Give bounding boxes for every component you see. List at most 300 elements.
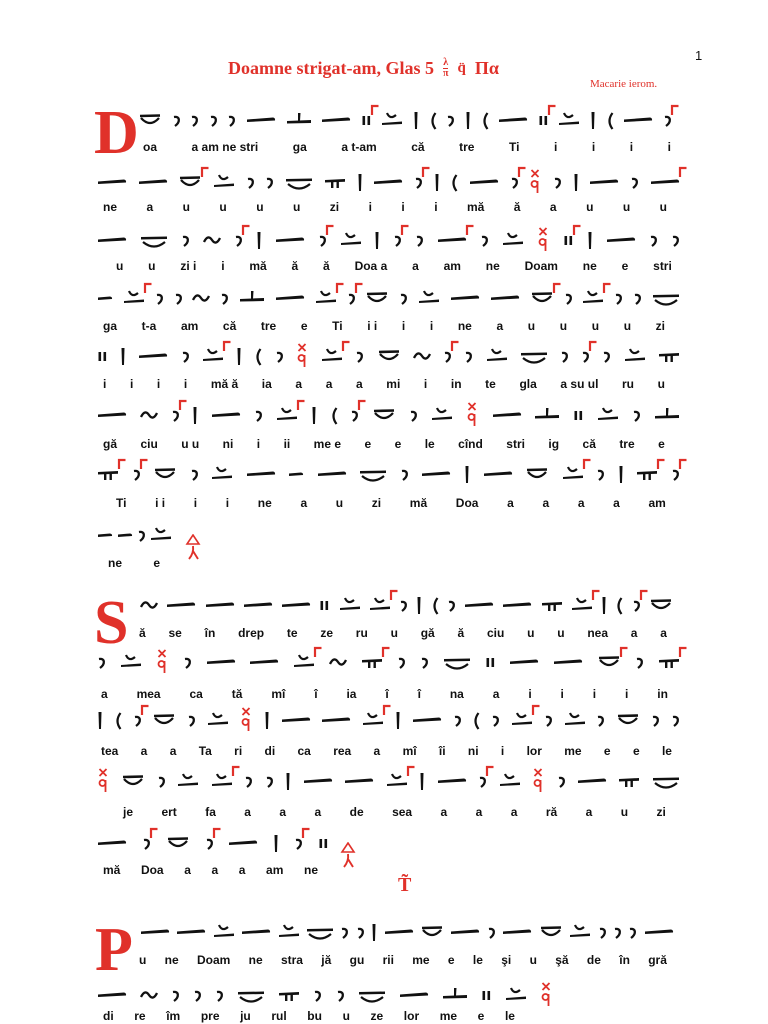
- omalon-neume-icon: [203, 225, 221, 255]
- gorgon-neume-icon: [313, 646, 322, 657]
- ypsili-neume-icon: [278, 917, 300, 947]
- vareia-neume-icon: [419, 766, 425, 796]
- vareia-neume-icon: [357, 167, 363, 197]
- syllable: ne: [164, 953, 179, 967]
- syllable: a: [630, 626, 638, 640]
- oligon-neume-icon: [249, 647, 279, 677]
- ypsili-neume-icon: [569, 917, 591, 947]
- apostrophos-neume-icon: [663, 105, 672, 135]
- syllable: fa: [205, 805, 216, 819]
- neume-row: [97, 167, 680, 197]
- syllable: Doa: [140, 863, 164, 877]
- author: Macarie ierom.: [590, 78, 658, 90]
- neume-row: [138, 105, 672, 135]
- syllable-row: [116, 496, 666, 510]
- gorgon-neume-icon: [465, 224, 474, 235]
- petasti-neume-icon: [649, 590, 673, 620]
- yporroi-neume-icon: [654, 400, 680, 430]
- kentimata-neume-icon: [318, 828, 329, 858]
- syllable: u: [659, 200, 667, 214]
- syllable: ia: [261, 377, 272, 391]
- apostrophos-neume-icon: [671, 459, 680, 489]
- syllable: di: [103, 1009, 114, 1023]
- syllable-row: [101, 744, 672, 758]
- syllable: ne: [485, 259, 500, 273]
- psifiston-neume-icon: [330, 400, 338, 430]
- syllable: ga: [103, 319, 118, 333]
- yporroi-neume-icon: [442, 980, 468, 1010]
- ypsili-neume-icon: [431, 400, 453, 430]
- gorgon-neume-icon: [450, 340, 459, 351]
- syllable: a: [211, 863, 219, 877]
- vareia-neume-icon: [264, 705, 270, 735]
- ypsili-neume-icon: [381, 105, 403, 135]
- petasti-neume-icon: [377, 341, 401, 371]
- apostrophos-neume-icon: [630, 167, 639, 197]
- martyria-neume-icon: [540, 980, 553, 1010]
- gorgon-neume-icon: [619, 646, 628, 657]
- oligon-neume-icon: [421, 459, 451, 489]
- psifiston-neume-icon: [450, 167, 458, 197]
- oligon-neume-icon: [176, 917, 206, 947]
- apostrophos-neume-icon: [632, 400, 641, 430]
- oligon-neume-icon: [275, 283, 305, 313]
- apostrophos-neume-icon: [560, 341, 569, 371]
- ison-neume-icon: [117, 520, 133, 550]
- syllable: zi: [656, 805, 666, 819]
- kentimata-neume-icon: [319, 590, 330, 620]
- gorgon-neume-icon: [296, 399, 305, 410]
- apostrophos-neume-icon: [171, 400, 180, 430]
- petasti-neume-icon: [166, 828, 190, 858]
- dipli-neume-icon: [658, 341, 680, 371]
- oligon-neume-icon: [490, 283, 520, 313]
- gorgon-neume-icon: [485, 765, 494, 776]
- mode-name: Πα: [474, 58, 499, 78]
- omalon-neume-icon: [329, 647, 347, 677]
- oligon-neume-icon: [241, 917, 271, 947]
- hamili-neume-icon: [652, 283, 680, 313]
- ypsili-neume-icon: [499, 766, 521, 796]
- gorgon-neume-icon: [678, 458, 687, 469]
- syllable: ri: [234, 744, 243, 758]
- oligon-neume-icon: [243, 590, 273, 620]
- syllable: a: [300, 496, 308, 510]
- vareia-neume-icon: [413, 105, 419, 135]
- ypsili-neume-icon: [211, 766, 233, 796]
- vareia-neume-icon: [465, 105, 471, 135]
- ypsili-neume-icon: [386, 766, 408, 796]
- neume-row: [97, 520, 172, 550]
- syllable: mî: [402, 744, 417, 758]
- syllable: u: [586, 200, 594, 214]
- syllable: u: [342, 1009, 350, 1023]
- syllable: ni: [222, 437, 234, 451]
- psifiston-neume-icon: [431, 590, 439, 620]
- syllable: le: [661, 744, 672, 758]
- apostrophos-neume-icon: [414, 167, 423, 197]
- apostrophos-neume-icon: [355, 341, 364, 371]
- vareia-neume-icon: [464, 459, 470, 489]
- apostrophos-neume-icon: [137, 520, 146, 550]
- syllable: ne: [103, 200, 118, 214]
- syllable: me: [412, 953, 430, 967]
- syllable: u: [116, 259, 124, 273]
- oligon-neume-icon: [437, 225, 467, 255]
- oligon-neume-icon: [502, 917, 532, 947]
- syllable: i: [667, 140, 671, 154]
- gorgon-neume-icon: [552, 282, 561, 293]
- apostrophos-neume-icon: [487, 917, 496, 947]
- oligon-neume-icon: [211, 400, 241, 430]
- syllable: Doa: [455, 496, 479, 510]
- oligon-neume-icon: [317, 459, 347, 489]
- psifiston-neume-icon: [114, 705, 122, 735]
- syllable: i: [625, 687, 629, 701]
- oligon-neume-icon: [344, 766, 374, 796]
- syllable: i: [592, 687, 597, 701]
- syllable: u: [139, 953, 147, 967]
- syllable: ă: [139, 626, 146, 640]
- martyria-neume-icon: [156, 647, 169, 677]
- omalon-neume-icon: [140, 980, 158, 1010]
- apostrophos-neume-icon: [350, 400, 359, 430]
- ison-neume-icon: [288, 459, 304, 489]
- syllable: u: [620, 805, 629, 819]
- apostrophos-neume-icon: [275, 341, 284, 371]
- syllable: ne: [108, 556, 123, 570]
- oligon-neume-icon: [589, 167, 619, 197]
- psifiston-neume-icon: [429, 105, 437, 135]
- dipli-neume-icon: [97, 459, 119, 489]
- martyria-end-icon: [340, 842, 356, 873]
- ypsili-neume-icon: [571, 590, 593, 620]
- syllable: lor: [403, 1009, 420, 1023]
- neume-row: [97, 400, 680, 430]
- syllable-row: [116, 259, 672, 273]
- apostrophos-neume-icon: [171, 980, 180, 1010]
- syllable: ă: [513, 200, 521, 214]
- ypsili-neume-icon: [511, 705, 533, 735]
- oligon-neume-icon: [373, 167, 403, 197]
- ypsili-neume-icon: [123, 283, 145, 313]
- vareia-neume-icon: [311, 400, 317, 430]
- syllable: a: [412, 259, 419, 273]
- apostrophos-neume-icon: [142, 828, 151, 858]
- apostrophos-neume-icon: [596, 705, 605, 735]
- syllable: a: [373, 744, 381, 758]
- omalon-neume-icon: [140, 590, 158, 620]
- syllable: u: [219, 200, 227, 214]
- apostrophos-neume-icon: [671, 225, 680, 255]
- apostrophos-neume-icon: [336, 980, 345, 1010]
- neume-row: [140, 917, 674, 947]
- syllable: gă: [420, 626, 435, 640]
- apostrophos-neume-icon: [420, 647, 429, 677]
- apostrophos-neume-icon: [97, 647, 106, 677]
- apostrophos-neume-icon: [544, 705, 553, 735]
- neume-row: [97, 980, 553, 1010]
- apostrophos-neume-icon: [205, 828, 214, 858]
- oligon-neume-icon: [553, 647, 583, 677]
- syllable: Ti: [508, 140, 520, 154]
- petasti-neume-icon: [539, 917, 563, 947]
- mode-signature: [443, 58, 448, 79]
- gorgon-neume-icon: [140, 704, 149, 715]
- syllable-row: [139, 626, 667, 640]
- syllable: u: [623, 319, 632, 333]
- syllable: e: [621, 259, 629, 273]
- gorgon-neume-icon: [212, 827, 221, 838]
- syllable: ă: [291, 259, 299, 273]
- psifiston-neume-icon: [606, 105, 614, 135]
- syllable: ca: [189, 687, 203, 701]
- syllable: ru: [622, 377, 635, 391]
- neume-row: [140, 590, 673, 620]
- mode-mark: q̈: [457, 60, 466, 76]
- syllable: u: [557, 626, 565, 640]
- syllable: în: [204, 626, 216, 640]
- syllable: ă: [457, 626, 465, 640]
- petasti-neume-icon: [152, 705, 176, 735]
- oligon-neume-icon: [502, 590, 532, 620]
- gorgon-neume-icon: [117, 458, 126, 469]
- dipli-neume-icon: [324, 167, 346, 197]
- apostrophos-neume-icon: [598, 917, 607, 947]
- vareia-neume-icon: [590, 105, 596, 135]
- syllable: i: [560, 687, 564, 701]
- syllable: îi: [438, 744, 446, 758]
- apostrophos-neume-icon: [313, 980, 322, 1010]
- syllable: u: [657, 377, 665, 391]
- omalon-neume-icon: [413, 341, 431, 371]
- syllable: i: [256, 437, 261, 451]
- initial-letter: P: [95, 916, 133, 984]
- apostrophos-neume-icon: [399, 283, 408, 313]
- ison-neume-icon: [97, 283, 113, 313]
- syllable: a: [613, 496, 620, 510]
- syllable: a: [295, 377, 303, 391]
- gorgon-neume-icon: [582, 458, 591, 469]
- apostrophos-neume-icon: [409, 400, 418, 430]
- apostrophos-neume-icon: [651, 705, 660, 735]
- omalon-neume-icon: [192, 283, 210, 313]
- oligon-neume-icon: [97, 980, 127, 1010]
- apostrophos-neume-icon: [628, 917, 637, 947]
- gorgon-neume-icon: [382, 704, 391, 715]
- apostrophos-neume-icon: [564, 283, 573, 313]
- syllable: oa: [143, 140, 158, 154]
- petasti-neume-icon: [420, 917, 444, 947]
- syllable-row: [103, 319, 665, 333]
- syllable: u: [527, 626, 535, 640]
- syllable: di: [264, 744, 276, 758]
- mode-signature-top: λ: [443, 57, 449, 68]
- gorgon-neume-icon: [670, 104, 679, 115]
- apostrophos-neume-icon: [446, 105, 455, 135]
- apostrophos-neume-icon: [347, 283, 356, 313]
- apostrophos-neume-icon: [181, 341, 190, 371]
- apostrophos-neume-icon: [415, 225, 424, 255]
- syllable: i: [429, 319, 434, 333]
- gorgon-neume-icon: [639, 589, 648, 600]
- syllable: Ta: [198, 744, 212, 758]
- oligon-neume-icon: [97, 828, 127, 858]
- syllable: i i: [367, 319, 378, 333]
- gorgon-neume-icon: [602, 282, 611, 293]
- syllable: ne: [248, 953, 263, 967]
- ypsili-neume-icon: [564, 705, 586, 735]
- apostrophos-neume-icon: [478, 766, 487, 796]
- syllable: i: [156, 377, 161, 391]
- syllable: i: [225, 496, 230, 510]
- ypsili-neume-icon: [486, 341, 508, 371]
- ypsili-neume-icon: [315, 283, 337, 313]
- apostrophos-neume-icon: [447, 590, 456, 620]
- vareia-neume-icon: [273, 828, 279, 858]
- oligon-neume-icon: [140, 917, 170, 947]
- apostrophos-neume-icon: [400, 459, 409, 489]
- syllable: a am ne stri: [191, 140, 259, 154]
- syllable: i: [401, 319, 406, 333]
- apostrophos-neume-icon: [453, 705, 462, 735]
- vareia-neume-icon: [573, 167, 579, 197]
- gorgon-neume-icon: [381, 646, 390, 657]
- gorgon-neume-icon: [421, 166, 430, 177]
- gorgon-neume-icon: [241, 224, 250, 235]
- neume-row: [97, 766, 680, 796]
- kentimata-neume-icon: [361, 105, 372, 135]
- syllable: e: [300, 319, 308, 333]
- hamili-neume-icon: [140, 225, 168, 255]
- syllable: mă ă: [210, 377, 239, 391]
- gorgon-neume-icon: [149, 827, 158, 838]
- ypsili-neume-icon: [120, 647, 142, 677]
- apostrophos-neume-icon: [254, 400, 263, 430]
- syllable: i: [103, 377, 107, 391]
- omalon-neume-icon: [140, 400, 158, 430]
- syllable: î: [314, 687, 318, 701]
- gorgon-neume-icon: [200, 166, 209, 177]
- ypsili-neume-icon: [202, 341, 224, 371]
- syllable: Doa a: [354, 259, 388, 273]
- syllable: nea: [587, 626, 609, 640]
- apostrophos-neume-icon: [193, 980, 202, 1010]
- hamili-neume-icon: [652, 766, 680, 796]
- gorgon-neume-icon: [357, 399, 366, 410]
- syllable: a t-am: [341, 140, 377, 154]
- syllable: mea: [136, 687, 161, 701]
- gorgon-neume-icon: [335, 282, 344, 293]
- oligon-neume-icon: [412, 705, 442, 735]
- oligon-neume-icon: [206, 647, 236, 677]
- petasti-neume-icon: [372, 400, 396, 430]
- syllable: i: [423, 377, 428, 391]
- vareia-neume-icon: [374, 225, 380, 255]
- gorgon-neume-icon: [143, 282, 152, 293]
- vareia-neume-icon: [395, 705, 401, 735]
- oligon-neume-icon: [577, 766, 607, 796]
- syllable: am: [180, 319, 199, 333]
- syllable: a: [279, 805, 287, 819]
- syllable: ze: [320, 626, 333, 640]
- apostrophos-neume-icon: [157, 766, 166, 796]
- syllable: a: [356, 377, 363, 391]
- ypsili-neume-icon: [211, 459, 233, 489]
- oligon-neume-icon: [450, 917, 480, 947]
- syllable-row: [103, 200, 667, 214]
- oligon-neume-icon: [509, 647, 539, 677]
- oligon-neume-icon: [303, 766, 333, 796]
- syllable-row: [123, 805, 666, 819]
- oligon-neume-icon: [205, 590, 235, 620]
- martyria-neume-icon: [537, 225, 550, 255]
- apostrophos-neume-icon: [244, 766, 253, 796]
- apostrophos-neume-icon: [155, 283, 164, 313]
- vareia-neume-icon: [618, 459, 624, 489]
- dipli-neume-icon: [541, 590, 563, 620]
- syllable: rii: [382, 953, 394, 967]
- oligon-neume-icon: [384, 917, 414, 947]
- syllable: u: [591, 319, 600, 333]
- syllable: a: [660, 626, 667, 640]
- syllable: ru: [355, 626, 368, 640]
- kentimata-neume-icon: [485, 647, 496, 677]
- syllable: lor: [526, 744, 542, 758]
- syllable: u: [256, 200, 264, 214]
- apostrophos-neume-icon: [491, 705, 500, 735]
- apostrophos-neume-icon: [318, 225, 327, 255]
- oligon-neume-icon: [97, 167, 127, 197]
- syllable: rul: [271, 1009, 287, 1023]
- syllable: a: [507, 496, 514, 510]
- gorgon-neume-icon: [531, 704, 540, 715]
- syllable: gla: [519, 377, 537, 391]
- syllable: tre: [619, 437, 635, 451]
- syllable: a: [542, 496, 550, 510]
- gorgon-neume-icon: [400, 224, 409, 235]
- syllable: a: [169, 744, 177, 758]
- syllable: in: [657, 687, 668, 701]
- syllable: i: [528, 687, 532, 701]
- gorgon-neume-icon: [178, 399, 187, 410]
- mode-signature-bottom: π: [442, 68, 449, 79]
- syllable: rea: [333, 744, 352, 758]
- syllable: a: [510, 805, 518, 819]
- apostrophos-neume-icon: [190, 459, 199, 489]
- gorgon-neume-icon: [231, 765, 240, 776]
- apostrophos-neume-icon: [246, 167, 255, 197]
- hamili-neume-icon: [520, 341, 548, 371]
- ypsili-neume-icon: [418, 283, 440, 313]
- oligon-neume-icon: [246, 105, 276, 135]
- psifiston-neume-icon: [472, 705, 480, 735]
- gorgon-neume-icon: [370, 104, 379, 115]
- syllable: că: [411, 140, 425, 154]
- syllable: u: [182, 200, 190, 214]
- syllable: le: [424, 437, 435, 451]
- syllable: am: [648, 496, 666, 510]
- syllable: in: [450, 377, 462, 391]
- syllable-row: [139, 953, 667, 967]
- oligon-neume-icon: [275, 225, 305, 255]
- oligon-neume-icon: [469, 167, 499, 197]
- syllable: a: [492, 687, 500, 701]
- dipli-neume-icon: [278, 980, 300, 1010]
- syllable: me: [564, 744, 582, 758]
- syllable: i: [193, 496, 198, 510]
- kentimata-neume-icon: [538, 105, 549, 135]
